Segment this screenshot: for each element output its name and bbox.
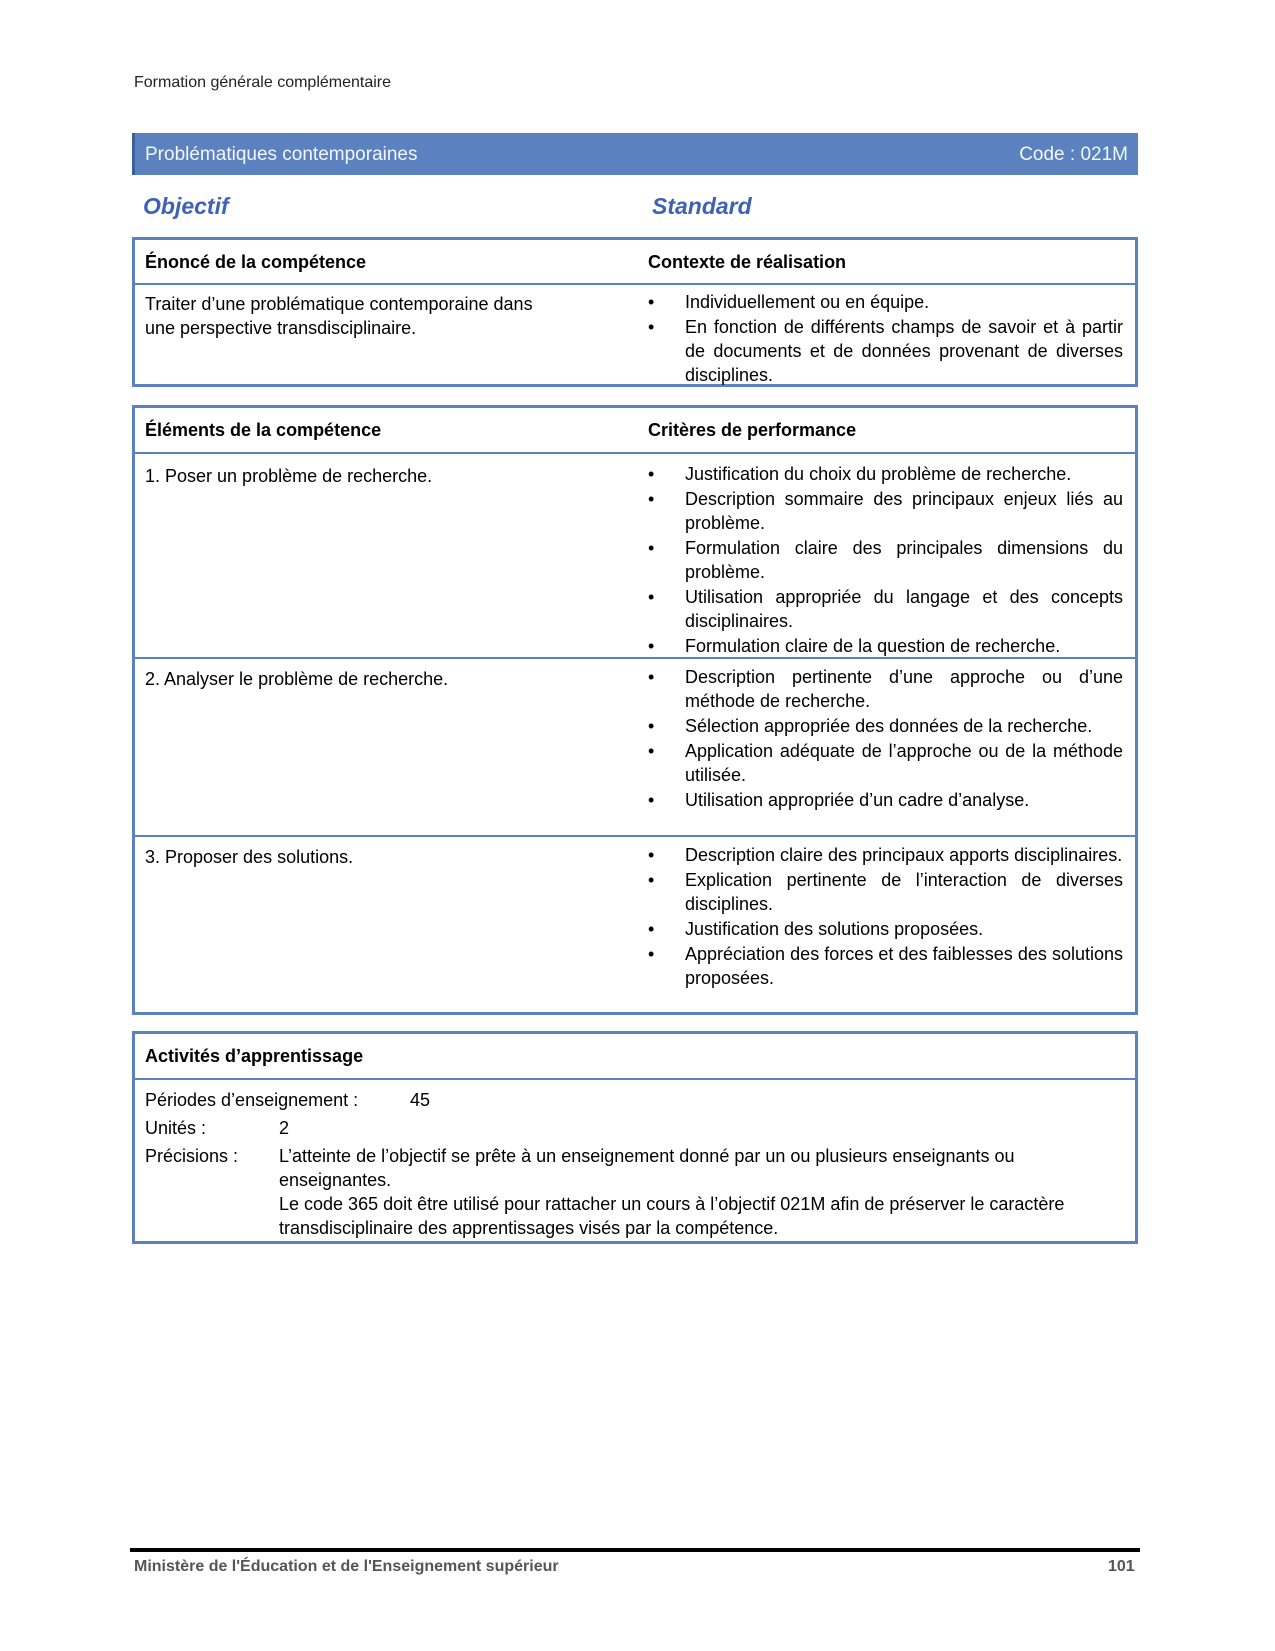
course-title: Problématiques contemporaines <box>145 144 418 165</box>
competence-box <box>132 237 1138 387</box>
competence-box-header <box>135 240 1135 285</box>
footer-page-number: 101 <box>1108 1558 1135 1575</box>
criterion: • Application adéquate de l’approche ou de la méthode utilisée. <box>648 741 1123 785</box>
criterion: • Formulation claire de la question de recherche. <box>648 636 1061 656</box>
element-row-2 <box>135 657 1135 837</box>
competence-statement <box>145 292 595 340</box>
contexte-list <box>648 290 1123 388</box>
precision-2: Le code 365 doit être utilisé pour rattacher un cours à l’objectif 021M afin de préserver le caractère transdisciplinaire des apprentissages visés par la compétence. <box>279 1194 1065 1238</box>
bullet-icon: • <box>648 587 655 607</box>
elements-heading: Éléments de la compétence <box>145 420 382 440</box>
precisions-label: Précisions : <box>145 1146 239 1166</box>
contexte-item: • Individuellement ou en équipe. <box>648 292 930 312</box>
criteria-list-3 <box>648 843 1123 991</box>
bullet-icon: • <box>648 489 655 509</box>
contexte-item: • En fonction de différents champs de savoir et à partir de documents et de données provenant de diverses disciplines. <box>648 317 1123 385</box>
competence-statement-line-2: une perspective transdisciplinaire. <box>145 318 417 338</box>
criterion: • Explication pertinente de l’interaction de diverses disciplines. <box>648 870 1123 914</box>
title-bar <box>132 133 1138 175</box>
bullet-icon: • <box>648 716 655 736</box>
contexte-heading: Contexte de réalisation <box>648 252 847 272</box>
element-3: 3. Proposer des solutions. <box>145 847 354 867</box>
criterion: • Utilisation appropriée du langage et des concepts disciplinaires. <box>648 587 1123 631</box>
activities-heading: Activités d’apprentissage <box>145 1046 364 1066</box>
criteria-list-1 <box>648 462 1123 659</box>
bullet-icon: • <box>648 919 655 939</box>
bullet-icon: • <box>648 944 655 964</box>
competence-statement-line-1: Traiter d’une problématique contemporaine dans <box>145 294 533 314</box>
running-header: Formation générale complémentaire <box>134 74 392 91</box>
periodes-label: Périodes d’enseignement : <box>145 1090 359 1110</box>
criterion: • Justification des solutions proposées. <box>648 919 984 939</box>
standard-label: Standard <box>652 193 752 219</box>
unites-label: Unités : <box>145 1118 207 1138</box>
bullet-icon: • <box>648 845 655 865</box>
criterion: • Formulation claire des principales dimensions du problème. <box>648 538 1123 582</box>
enonce-heading: Énoncé de la compétence <box>145 252 367 272</box>
objectif-label: Objectif <box>143 193 229 219</box>
activities-box-header <box>135 1034 1135 1080</box>
bullet-icon: • <box>648 292 655 312</box>
bullet-icon: • <box>648 790 655 810</box>
elements-box-header <box>135 408 1135 454</box>
elements-box <box>132 405 1138 1015</box>
bullet-icon: • <box>648 538 655 558</box>
bullet-icon: • <box>648 636 655 656</box>
bullet-icon: • <box>648 870 655 890</box>
element-row-3 <box>135 835 1135 1014</box>
unites-value: 2 <box>279 1118 290 1138</box>
footer-ministry: Ministère de l'Éducation et de l'Enseignement supérieur <box>134 1558 559 1575</box>
criteria-list-2 <box>648 665 1123 813</box>
criteria-heading: Critères de performance <box>648 420 857 440</box>
criterion: • Description sommaire des principaux enjeux liés au problème. <box>648 489 1123 533</box>
criterion: • Description pertinente d’une approche ou d’une méthode de recherche. <box>648 667 1123 711</box>
criterion: • Appréciation des forces et des faiblesses des solutions proposées. <box>648 944 1123 988</box>
bullet-icon: • <box>648 741 655 761</box>
element-1: 1. Poser un problème de recherche. <box>145 466 433 486</box>
bullet-icon: • <box>648 667 655 687</box>
periodes-value: 45 <box>410 1090 431 1110</box>
activities-box <box>132 1031 1138 1244</box>
element-2: 2. Analyser le problème de recherche. <box>145 669 449 689</box>
course-code: Code : 021M <box>1019 144 1128 165</box>
criterion: • Justification du choix du problème de recherche. <box>648 464 1072 484</box>
criterion: • Description claire des principaux apports disciplinaires. <box>648 845 1123 865</box>
bullet-icon: • <box>648 317 655 337</box>
bullet-icon: • <box>648 464 655 484</box>
criterion: • Sélection appropriée des données de la recherche. <box>648 716 1093 736</box>
footer-rule <box>130 1548 1140 1552</box>
element-row-1 <box>135 454 1135 657</box>
criterion: • Utilisation appropriée d’un cadre d’analyse. <box>648 790 1030 810</box>
precision-1: L’atteinte de l’objectif se prête à un enseignement donné par un ou plusieurs enseignants ou enseignantes. <box>279 1146 1015 1190</box>
